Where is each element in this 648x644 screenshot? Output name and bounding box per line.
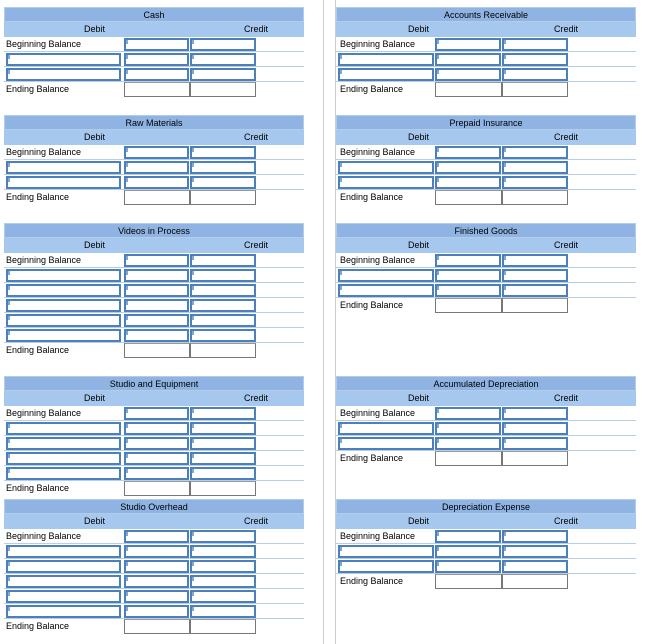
entry-row bbox=[4, 175, 304, 190]
ending-credit-box bbox=[190, 82, 256, 97]
debit-header: Debit bbox=[84, 516, 106, 526]
credit-header: Credit bbox=[554, 516, 579, 526]
entry-row bbox=[4, 298, 304, 313]
credit-input[interactable] bbox=[190, 590, 256, 603]
account-input[interactable] bbox=[338, 176, 434, 189]
column-header bbox=[336, 391, 636, 406]
account-input[interactable] bbox=[6, 422, 121, 435]
debit-input[interactable] bbox=[435, 284, 501, 297]
ending-balance-row bbox=[4, 190, 304, 205]
debit-input[interactable] bbox=[124, 407, 189, 420]
debit-input[interactable] bbox=[124, 161, 189, 174]
account-input[interactable] bbox=[6, 545, 121, 558]
entry-row bbox=[336, 421, 636, 436]
debit-input[interactable] bbox=[435, 530, 501, 543]
credit-input[interactable] bbox=[502, 422, 568, 435]
ending-credit-box bbox=[502, 190, 568, 205]
ending-debit-box bbox=[124, 619, 190, 634]
beginning-balance-label: Beginning Balance bbox=[340, 147, 416, 157]
entry-row bbox=[336, 160, 636, 175]
entry-row bbox=[4, 589, 304, 604]
credit-input[interactable] bbox=[190, 254, 256, 267]
credit-input[interactable] bbox=[502, 176, 568, 189]
ending-debit-box bbox=[124, 343, 190, 358]
beginning-balance-row bbox=[4, 406, 304, 421]
entry-row bbox=[4, 466, 304, 481]
entry-row bbox=[4, 52, 304, 67]
account-input[interactable] bbox=[6, 176, 121, 189]
account-input[interactable] bbox=[6, 467, 121, 480]
account-title: Studio and Equipment bbox=[4, 376, 304, 391]
account-input[interactable] bbox=[338, 269, 434, 282]
credit-header: Credit bbox=[244, 132, 269, 142]
beginning-balance-row bbox=[336, 529, 636, 544]
debit-input[interactable] bbox=[435, 545, 501, 558]
credit-input[interactable] bbox=[502, 254, 568, 267]
entry-row bbox=[4, 559, 304, 574]
debit-header: Debit bbox=[84, 240, 106, 250]
debit-input[interactable] bbox=[435, 53, 501, 66]
beginning-balance-label: Beginning Balance bbox=[340, 255, 416, 265]
entry-row bbox=[4, 421, 304, 436]
debit-input[interactable] bbox=[435, 422, 501, 435]
ending-credit-box bbox=[502, 82, 568, 97]
credit-input[interactable] bbox=[190, 146, 256, 159]
t-account-finished-goods bbox=[336, 223, 636, 313]
account-title: Depreciation Expense bbox=[336, 499, 636, 514]
ending-balance-label: Ending Balance bbox=[6, 345, 70, 355]
debit-input[interactable] bbox=[124, 53, 189, 66]
ending-balance-row bbox=[336, 574, 636, 589]
ending-balance-label: Ending Balance bbox=[6, 192, 70, 202]
ending-balance-row bbox=[4, 343, 304, 358]
credit-header: Credit bbox=[244, 24, 269, 34]
account-input[interactable] bbox=[6, 590, 121, 603]
entry-row bbox=[4, 544, 304, 559]
debit-input[interactable] bbox=[124, 422, 189, 435]
column-header bbox=[336, 22, 636, 37]
credit-header: Credit bbox=[244, 240, 269, 250]
account-input[interactable] bbox=[6, 329, 121, 342]
credit-input[interactable] bbox=[502, 146, 568, 159]
ending-credit-box bbox=[190, 343, 256, 358]
beginning-balance-row bbox=[4, 37, 304, 52]
credit-input[interactable] bbox=[502, 407, 568, 420]
account-title: Accounts Receivable bbox=[336, 7, 636, 22]
debit-input[interactable] bbox=[124, 452, 189, 465]
column-header bbox=[336, 238, 636, 253]
beginning-balance-row bbox=[4, 145, 304, 160]
entry-row bbox=[336, 544, 636, 559]
credit-input[interactable] bbox=[190, 467, 256, 480]
ending-balance-label: Ending Balance bbox=[6, 483, 70, 493]
t-account-videos-in-process bbox=[4, 223, 304, 358]
beginning-balance-label: Beginning Balance bbox=[340, 408, 416, 418]
credit-input[interactable] bbox=[190, 53, 256, 66]
ending-balance-row bbox=[4, 619, 304, 634]
credit-input[interactable] bbox=[190, 284, 256, 297]
entry-row bbox=[4, 574, 304, 589]
debit-input[interactable] bbox=[435, 437, 501, 450]
credit-header: Credit bbox=[244, 516, 269, 526]
ending-balance-label: Ending Balance bbox=[6, 84, 70, 94]
credit-input[interactable] bbox=[190, 269, 256, 282]
ending-debit-box bbox=[435, 298, 502, 313]
credit-input[interactable] bbox=[190, 68, 256, 81]
debit-input[interactable] bbox=[124, 590, 189, 603]
credit-input[interactable] bbox=[190, 452, 256, 465]
ending-balance-row bbox=[4, 481, 304, 496]
credit-input[interactable] bbox=[502, 545, 568, 558]
debit-input[interactable] bbox=[435, 161, 501, 174]
account-input[interactable] bbox=[6, 575, 121, 588]
ending-balance-label: Ending Balance bbox=[340, 192, 404, 202]
ending-balance-row bbox=[336, 82, 636, 97]
debit-header: Debit bbox=[84, 393, 106, 403]
t-account-studio-equipment bbox=[4, 376, 304, 496]
ending-debit-box bbox=[124, 481, 190, 496]
credit-input[interactable] bbox=[502, 269, 568, 282]
ending-credit-box bbox=[190, 619, 256, 634]
ending-credit-box bbox=[502, 298, 568, 313]
debit-header: Debit bbox=[408, 240, 430, 250]
credit-input[interactable] bbox=[190, 407, 256, 420]
debit-input[interactable] bbox=[124, 437, 189, 450]
beginning-balance-label: Beginning Balance bbox=[6, 39, 82, 49]
column-divider bbox=[323, 0, 324, 644]
entry-row bbox=[4, 328, 304, 343]
t-account-studio-overhead bbox=[4, 499, 304, 634]
credit-input[interactable] bbox=[190, 299, 256, 312]
account-input[interactable] bbox=[6, 53, 121, 66]
account-input[interactable] bbox=[338, 161, 434, 174]
credit-input[interactable] bbox=[190, 575, 256, 588]
credit-input[interactable] bbox=[502, 68, 568, 81]
t-account-accounts-receivable bbox=[336, 7, 636, 97]
account-input[interactable] bbox=[338, 68, 434, 81]
ending-debit-box bbox=[124, 82, 190, 97]
entry-row bbox=[4, 313, 304, 328]
debit-header: Debit bbox=[408, 132, 430, 142]
t-account-prepaid-insurance bbox=[336, 115, 636, 205]
debit-input[interactable] bbox=[435, 68, 501, 81]
debit-input[interactable] bbox=[435, 254, 501, 267]
beginning-balance-row bbox=[336, 145, 636, 160]
credit-input[interactable] bbox=[502, 560, 568, 573]
ending-credit-box bbox=[190, 481, 256, 496]
credit-header: Credit bbox=[244, 393, 269, 403]
credit-input[interactable] bbox=[190, 545, 256, 558]
entry-row bbox=[4, 67, 304, 82]
debit-input[interactable] bbox=[124, 284, 189, 297]
credit-input[interactable] bbox=[502, 437, 568, 450]
entry-row bbox=[4, 268, 304, 283]
debit-input[interactable] bbox=[435, 269, 501, 282]
account-input[interactable] bbox=[338, 422, 434, 435]
debit-input[interactable] bbox=[124, 176, 189, 189]
ending-balance-label: Ending Balance bbox=[6, 621, 70, 631]
beginning-balance-label: Beginning Balance bbox=[340, 39, 416, 49]
credit-input[interactable] bbox=[502, 161, 568, 174]
account-input[interactable] bbox=[338, 284, 434, 297]
credit-input[interactable] bbox=[502, 53, 568, 66]
beginning-balance-row bbox=[336, 406, 636, 421]
t-account-depreciation-expense bbox=[336, 499, 636, 589]
beginning-balance-row bbox=[336, 253, 636, 268]
debit-input[interactable] bbox=[435, 146, 501, 159]
ending-balance-row bbox=[4, 82, 304, 97]
entry-row bbox=[4, 283, 304, 298]
column-header bbox=[4, 514, 304, 529]
ending-debit-box bbox=[124, 190, 190, 205]
credit-input[interactable] bbox=[190, 530, 256, 543]
account-input[interactable] bbox=[6, 284, 121, 297]
credit-input[interactable] bbox=[502, 38, 568, 51]
column-header bbox=[4, 238, 304, 253]
debit-header: Debit bbox=[408, 24, 430, 34]
debit-input[interactable] bbox=[124, 314, 189, 327]
debit-header: Debit bbox=[408, 393, 430, 403]
account-input[interactable] bbox=[6, 68, 121, 81]
debit-input[interactable] bbox=[124, 545, 189, 558]
credit-input[interactable] bbox=[190, 329, 256, 342]
ending-credit-box bbox=[502, 574, 568, 589]
column-header bbox=[4, 130, 304, 145]
column-header bbox=[336, 514, 636, 529]
credit-input[interactable] bbox=[190, 560, 256, 573]
credit-header: Credit bbox=[554, 132, 579, 142]
entry-row bbox=[336, 559, 636, 574]
debit-input[interactable] bbox=[124, 254, 189, 267]
account-input[interactable] bbox=[338, 545, 434, 558]
beginning-balance-row bbox=[336, 37, 636, 52]
debit-input[interactable] bbox=[435, 560, 501, 573]
entry-row bbox=[336, 67, 636, 82]
beginning-balance-label: Beginning Balance bbox=[6, 147, 82, 157]
credit-header: Credit bbox=[554, 240, 579, 250]
debit-input[interactable] bbox=[124, 68, 189, 81]
credit-input[interactable] bbox=[190, 176, 256, 189]
ending-balance-row bbox=[336, 190, 636, 205]
credit-input[interactable] bbox=[190, 605, 256, 618]
debit-input[interactable] bbox=[124, 605, 189, 618]
credit-input[interactable] bbox=[502, 284, 568, 297]
debit-header: Debit bbox=[408, 516, 430, 526]
t-account-cash bbox=[4, 7, 304, 97]
account-input[interactable] bbox=[6, 452, 121, 465]
ending-debit-box bbox=[435, 82, 502, 97]
entry-row bbox=[4, 160, 304, 175]
credit-input[interactable] bbox=[190, 437, 256, 450]
account-input[interactable] bbox=[338, 53, 434, 66]
account-input[interactable] bbox=[6, 299, 121, 312]
column-divider bbox=[335, 0, 336, 644]
debit-input[interactable] bbox=[124, 269, 189, 282]
account-input[interactable] bbox=[6, 314, 121, 327]
entry-row bbox=[336, 175, 636, 190]
account-input[interactable] bbox=[6, 437, 121, 450]
ending-debit-box bbox=[435, 190, 502, 205]
account-input[interactable] bbox=[6, 605, 121, 618]
account-input[interactable] bbox=[6, 269, 121, 282]
entry-row bbox=[336, 283, 636, 298]
ending-balance-row bbox=[336, 298, 636, 313]
beginning-balance-row bbox=[4, 253, 304, 268]
debit-input[interactable] bbox=[435, 38, 501, 51]
beginning-balance-label: Beginning Balance bbox=[6, 255, 82, 265]
debit-input[interactable] bbox=[124, 560, 189, 573]
debit-input[interactable] bbox=[124, 467, 189, 480]
account-title: Cash bbox=[4, 7, 304, 22]
credit-input[interactable] bbox=[190, 161, 256, 174]
ending-credit-box bbox=[502, 451, 568, 466]
ending-debit-box bbox=[435, 451, 502, 466]
debit-header: Debit bbox=[84, 132, 106, 142]
account-input[interactable] bbox=[6, 560, 121, 573]
credit-input[interactable] bbox=[502, 530, 568, 543]
debit-input[interactable] bbox=[435, 176, 501, 189]
column-header bbox=[336, 130, 636, 145]
entry-row bbox=[4, 451, 304, 466]
debit-input[interactable] bbox=[124, 146, 189, 159]
debit-input[interactable] bbox=[124, 530, 189, 543]
beginning-balance-label: Beginning Balance bbox=[6, 408, 82, 418]
account-title: Raw Materials bbox=[4, 115, 304, 130]
credit-input[interactable] bbox=[190, 314, 256, 327]
t-account-raw-materials bbox=[4, 115, 304, 205]
entry-row bbox=[336, 436, 636, 451]
account-title: Prepaid Insurance bbox=[336, 115, 636, 130]
debit-input[interactable] bbox=[124, 575, 189, 588]
debit-input[interactable] bbox=[124, 329, 189, 342]
entry-row bbox=[4, 436, 304, 451]
account-input[interactable] bbox=[6, 161, 121, 174]
beginning-balance-row bbox=[4, 529, 304, 544]
t-account-accumulated-depreciation bbox=[336, 376, 636, 466]
debit-input[interactable] bbox=[124, 38, 189, 51]
column-header bbox=[4, 22, 304, 37]
beginning-balance-label: Beginning Balance bbox=[6, 531, 82, 541]
account-title: Accumulated Depreciation bbox=[336, 376, 636, 391]
ending-credit-box bbox=[190, 190, 256, 205]
account-title: Videos in Process bbox=[4, 223, 304, 238]
beginning-balance-label: Beginning Balance bbox=[340, 531, 416, 541]
entry-row bbox=[4, 604, 304, 619]
ending-debit-box bbox=[435, 574, 502, 589]
entry-row bbox=[336, 52, 636, 67]
column-header bbox=[4, 391, 304, 406]
ending-balance-label: Ending Balance bbox=[340, 576, 404, 586]
account-input[interactable] bbox=[338, 560, 434, 573]
debit-input[interactable] bbox=[435, 407, 501, 420]
credit-input[interactable] bbox=[190, 38, 256, 51]
ending-balance-label: Ending Balance bbox=[340, 300, 404, 310]
account-input[interactable] bbox=[338, 437, 434, 450]
ending-balance-label: Ending Balance bbox=[340, 84, 404, 94]
account-title: Finished Goods bbox=[336, 223, 636, 238]
credit-input[interactable] bbox=[190, 422, 256, 435]
debit-input[interactable] bbox=[124, 299, 189, 312]
account-title: Studio Overhead bbox=[4, 499, 304, 514]
entry-row bbox=[336, 268, 636, 283]
ending-balance-row bbox=[336, 451, 636, 466]
credit-header: Credit bbox=[554, 24, 579, 34]
credit-header: Credit bbox=[554, 393, 579, 403]
ending-balance-label: Ending Balance bbox=[340, 453, 404, 463]
debit-header: Debit bbox=[84, 24, 106, 34]
